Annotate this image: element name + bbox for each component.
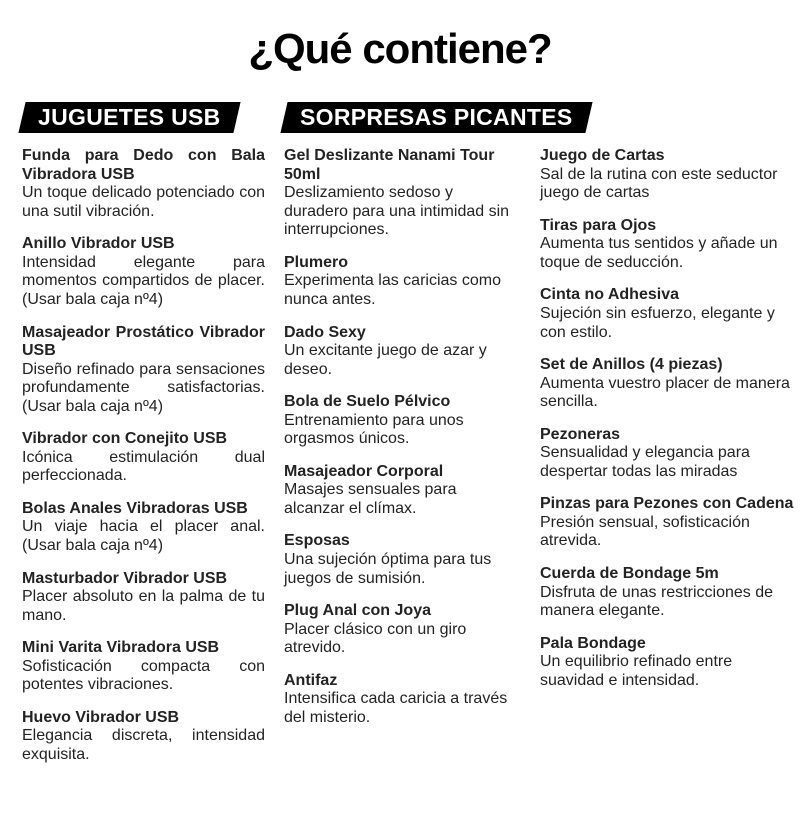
item-name: Cinta no Adhesiva	[540, 286, 679, 304]
item-description: Placer absoluto en la palma de tu mano.	[22, 588, 265, 624]
item-description: Sensualidad y elegancia para despertar todas las miradas	[540, 444, 750, 480]
item-name: Dado Sexy	[284, 323, 366, 341]
item-name: Funda para Dedo con Bala Vibradora USB	[22, 147, 265, 183]
item-description: Aumenta tus sentidos y añade un toque de seducción.	[540, 235, 778, 271]
item-name: Plumero	[284, 253, 349, 271]
item-description: Disfruta de unas restricciones de manera elegante.	[540, 583, 773, 620]
list-item	[22, 500, 265, 556]
section-badge-sorpresas-picantes	[284, 102, 589, 133]
list-item	[540, 217, 794, 273]
list-item	[284, 254, 521, 310]
item-name: Gel Deslizante Nanami Tour 50ml	[284, 147, 495, 183]
column-sorpresas-picantes-1	[284, 147, 521, 778]
list-item	[22, 147, 265, 221]
list-item	[284, 324, 521, 380]
list-item	[22, 235, 265, 309]
list-item	[22, 324, 265, 417]
item-name: Masajeador Prostático Vibrador USB	[22, 323, 265, 360]
item-description: Aumenta vuestro placer de manera sencilla.	[540, 374, 790, 411]
item-name: Plug Anal con Joya	[284, 602, 431, 620]
list-item	[284, 532, 521, 588]
list-item	[22, 639, 265, 695]
item-description: Placer clásico con un giro atrevido.	[284, 620, 467, 657]
item-description: Un excitante juego de azar y deseo.	[284, 342, 487, 378]
item-name: Masturbador Vibrador USB	[22, 569, 228, 587]
item-name: Esposas	[284, 532, 350, 550]
infographic-page	[0, 26, 800, 826]
item-name: Antifaz	[284, 671, 338, 689]
item-description: Presión sensual, sofisticación atrevida.	[540, 513, 750, 550]
item-description: Intensidad elegante para momentos compartidos de placer. (Usar bala caja nº4)	[22, 253, 265, 309]
item-description: Intensifica cada caricia a través del misterio.	[284, 690, 508, 726]
page-title: ¿Qué contiene?	[248, 25, 552, 72]
list-item	[540, 286, 794, 342]
section-badge-juguetes-usb	[22, 102, 237, 133]
column-sorpresas-picantes-2	[540, 147, 794, 778]
column-juguetes-usb	[22, 147, 265, 778]
item-name: Huevo Vibrador USB	[22, 708, 180, 726]
item-name: Masajeador Corporal	[284, 462, 444, 480]
list-item	[284, 393, 521, 449]
item-name: Cuerda de Bondage 5m	[540, 565, 719, 583]
item-name: Bola de Suelo Pélvico	[284, 393, 451, 411]
item-name: Tiras para Ojos	[540, 216, 657, 234]
list-item	[540, 495, 794, 551]
item-description: Sujeción sin esfuerzo, elegante y con estilo.	[540, 305, 775, 341]
list-item	[284, 672, 521, 728]
item-name: Vibrador con Conejito USB	[22, 430, 228, 448]
item-description: Icónica estimulación dual perfeccionada.	[22, 448, 265, 485]
list-item	[540, 356, 794, 412]
item-name: Set de Anillos (4 piezas)	[540, 356, 723, 374]
item-description: Un equilibrio refinado entre suavidad e intensidad.	[540, 653, 733, 689]
list-item	[540, 426, 794, 482]
list-item	[22, 709, 265, 765]
item-description: Un viaje hacia el placer anal. (Usar bala caja nº4)	[22, 518, 265, 555]
list-item	[22, 570, 265, 626]
item-description: Deslizamiento sedoso y duradero para una intimidad sin interrupciones.	[284, 184, 510, 239]
list-item	[284, 463, 521, 519]
list-item	[22, 430, 265, 486]
item-description: Diseño refinado para sensaciones profundamente satisfactorias. (Usar bala caja nº4)	[22, 360, 265, 415]
list-item	[540, 147, 794, 203]
section-badges-row	[0, 102, 800, 133]
item-description: Experimenta las caricias como nunca antes.	[284, 272, 501, 309]
list-item	[284, 602, 521, 658]
item-name: Bolas Anales Vibradoras USB	[22, 499, 248, 517]
content-columns	[0, 147, 800, 778]
list-item	[540, 635, 794, 691]
item-description: Elegancia discreta, intensidad exquisita.	[22, 727, 265, 763]
item-name: Pezoneras	[540, 425, 621, 443]
item-description: Un toque delicado potenciado con una sutil vibración.	[22, 184, 265, 220]
item-name: Juego de Cartas	[540, 147, 665, 165]
item-description: Una sujeción óptima para tus juegos de sumisión.	[284, 551, 492, 587]
item-description: Sofisticación compacta con potentes vibraciones.	[22, 657, 265, 694]
item-name: Pinzas para Pezones con Cadena	[540, 495, 794, 513]
section-badge-label: SORPRESAS PICANTES	[300, 104, 573, 131]
item-name: Pala Bondage	[540, 634, 646, 652]
item-description: Masajes sensuales para alcanzar el clímax.	[284, 481, 457, 517]
item-name: Mini Varita Vibradora USB	[22, 639, 220, 657]
item-name: Anillo Vibrador USB	[22, 235, 175, 253]
item-description: Entrenamiento para unos orgasmos únicos.	[284, 411, 464, 448]
list-item	[284, 147, 521, 240]
section-badge-label: JUGUETES USB	[38, 104, 221, 131]
list-item	[540, 565, 794, 621]
item-description: Sal de la rutina con este seductor juego de cartas	[540, 165, 778, 202]
